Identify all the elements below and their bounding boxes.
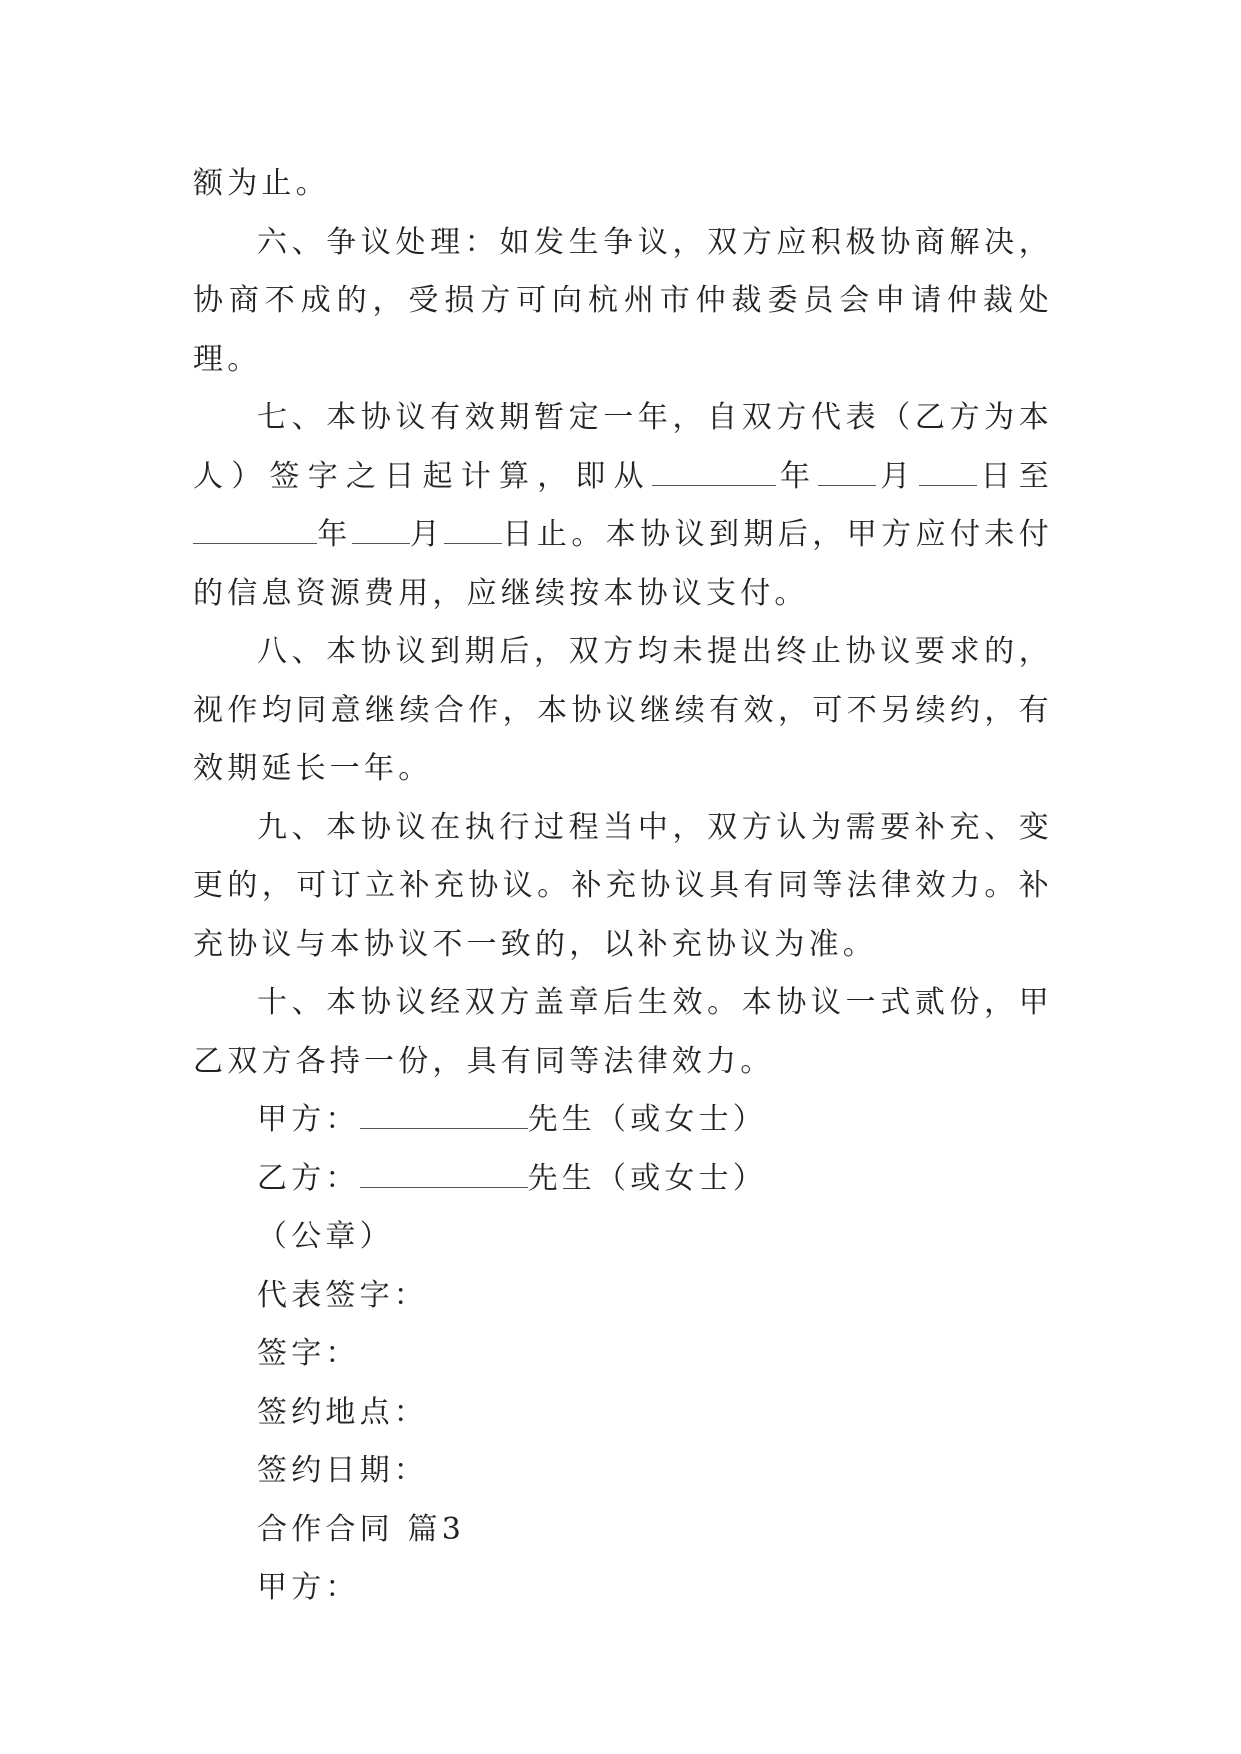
- month-label: 月: [876, 458, 919, 494]
- end-month-blank[interactable]: [352, 519, 410, 544]
- party-a-line: [193, 1091, 1053, 1150]
- end-year-blank[interactable]: [193, 519, 317, 544]
- clause-8-renewal: 八、本协议到期后，双方均未提出终止协议要求的，视作均同意继续合作，本协议继续有效，可不另续约，有效期延长一年。: [193, 634, 1053, 786]
- document-body: [193, 155, 1053, 1618]
- party-a-suffix: 先生（或女士）: [527, 1102, 768, 1137]
- paragraph-continuation: 额为止。: [193, 166, 330, 201]
- representative-signature-line: 代表签字：: [257, 1277, 428, 1313]
- clause-6-dispute: 六、争议处理：如发生争议，双方应积极协商解决，协商不成的，受损方可向杭州市仲裁委员会申请仲裁处理。: [193, 224, 1053, 377]
- clause-7-tail: 日止。本协议到期后，甲方应付未付的信息资源费用，应继续按本协议支付。: [193, 517, 1053, 611]
- day-blank[interactable]: [919, 461, 977, 486]
- party-b-name-blank[interactable]: [360, 1163, 528, 1188]
- end-day-blank[interactable]: [444, 519, 502, 544]
- month-blank[interactable]: [818, 461, 876, 486]
- day-to-label: 日至: [976, 458, 1054, 494]
- party-b-line: [193, 1150, 1053, 1209]
- next-party-a-line: 甲方：: [257, 1570, 360, 1605]
- clause-7-text: 七、本协议有效期暂定一年，自双方代表（乙方为本人）签字之日起计算，即从: [193, 400, 1053, 494]
- party-a-name-blank[interactable]: [360, 1104, 528, 1129]
- next-contract-title: 合作合同 篇3: [257, 1511, 466, 1547]
- year-label: 年: [775, 458, 819, 494]
- signature-line: 签字：: [257, 1336, 360, 1371]
- clause-10-effect: 十、本协议经双方盖章后生效。本协议一式贰份，甲乙双方各持一份，具有同等法律效力。: [193, 985, 1053, 1079]
- clause-9-supplement: 九、本协议在执行过程当中，双方认为需要补充、变更的，可订立补充协议。补充协议具有同等法律效力。补充协议与本协议不一致的，以补充协议为准。: [193, 809, 1053, 962]
- party-b-label: 乙方：: [257, 1160, 360, 1196]
- clause-7-term: [193, 389, 1053, 623]
- year-blank[interactable]: [652, 461, 776, 486]
- end-year-label: 年: [317, 517, 352, 552]
- party-a-label: 甲方：: [257, 1102, 360, 1137]
- end-month-label: 月: [409, 517, 445, 552]
- signing-date-line: 签约日期：: [257, 1453, 428, 1488]
- seal-line: （公章）: [257, 1219, 394, 1254]
- party-b-suffix: 先生（或女士）: [527, 1160, 768, 1196]
- signing-place-line: 签约地点：: [257, 1394, 428, 1430]
